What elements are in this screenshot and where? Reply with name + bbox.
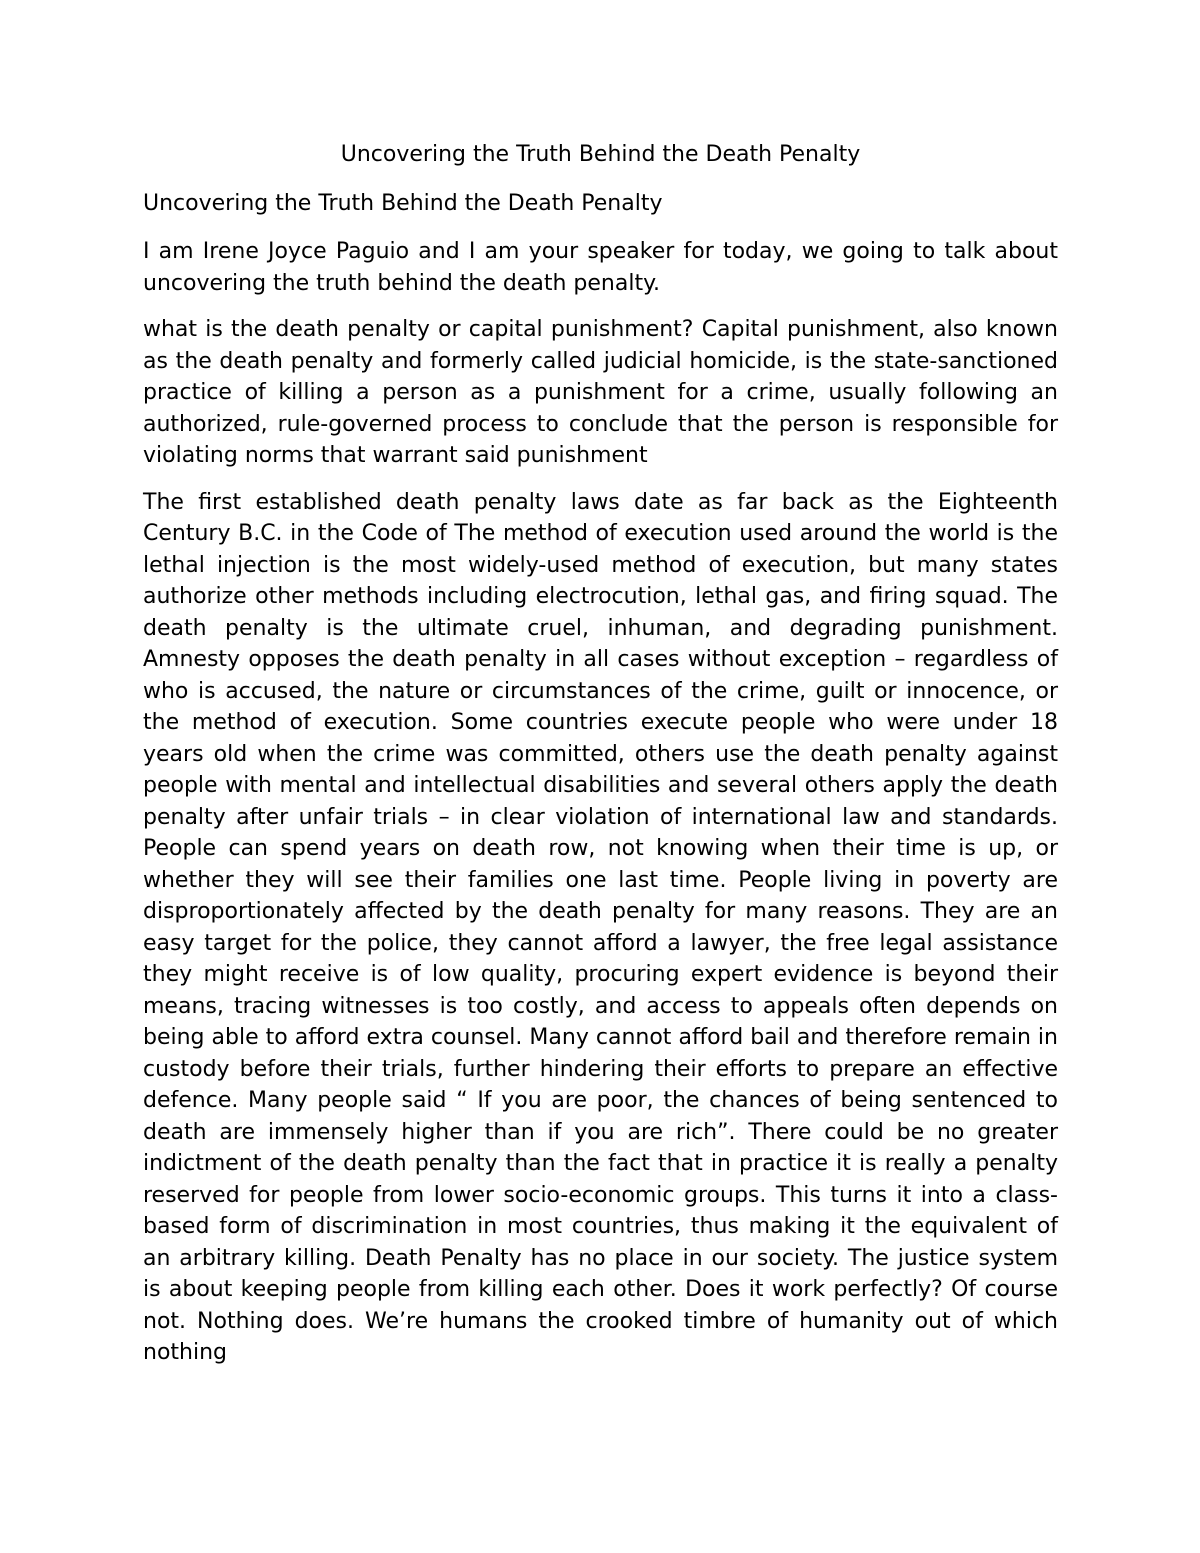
document-body (143, 139, 1058, 1384)
document-title: Uncovering the Truth Behind the Death Penalty (340, 142, 861, 167)
paragraph-history-and-argument: The first established death penalty laws date as far back as the Eighteenth Century B.C. in the Code of The method of execution used around the world is the lethal injection is the most widely-used method of execution, but many states authorize other methods including electrocution, lethal gas, and firing squad. The death penalty is the ultimate cruel, inhuman, and degrading punishment. Amnesty opposes the death penalty in all cases without exception – regardless of who is accused, the nature or circumstances of the crime, guilt or innocence, or the method of execution. Some countries execute people who were under 18 years old when the crime was committed, others use the death penalty against people with mental and intellectual disabilities and several others apply the death penalty after unfair trials – in clear violation of international law and standards. People can spend years on death row, not knowing when their time is up, or whether they will see their families one last time. People living in poverty are disproportionately affected by the death penalty for many reasons. They are an easy target for the police, they cannot afford a lawyer, the free legal assistance they might receive is of low quality, procuring expert evidence is beyond their means, tracing witnesses is too costly, and access to appeals often depends on being able to afford extra counsel. Many cannot afford bail and therefore remain in custody before their trials, further hindering their efforts to prepare an effective defence. Many people said “ If you are poor, the chances of being sentenced to death are immensely higher than if you are rich”. There could be no greater indictment of the death penalty than the fact that in practice it is really a penalty reserved for people from lower socio-economic groups. This turns it into a class-based form of discrimination in most countries, thus making it the equivalent of an arbitrary killing. Death Penalty has no place in our society. The justice system is about keeping people from killing each other. Does it work perfectly? Of course not. Nothing does. We’re humans the crooked timbre of humanity out of which nothing (143, 489, 1058, 1365)
document-subheading: Uncovering the Truth Behind the Death Penalty (143, 190, 663, 216)
paragraph-definition: what is the death penalty or capital punishment? Capital punishment, also known as the death penalty and formerly called judicial homicide, is the state-sanctioned practice of killing a person as a punishment for a crime, usually following an authorized, rule-governed process to conclude that the person is responsible for violating norms that warrant said punishment (143, 317, 1058, 468)
paragraph-introduction: I am Irene Joyce Paguio and I am your speaker for today, we going to talk about uncovering the truth behind the death penalty. (143, 239, 1058, 296)
